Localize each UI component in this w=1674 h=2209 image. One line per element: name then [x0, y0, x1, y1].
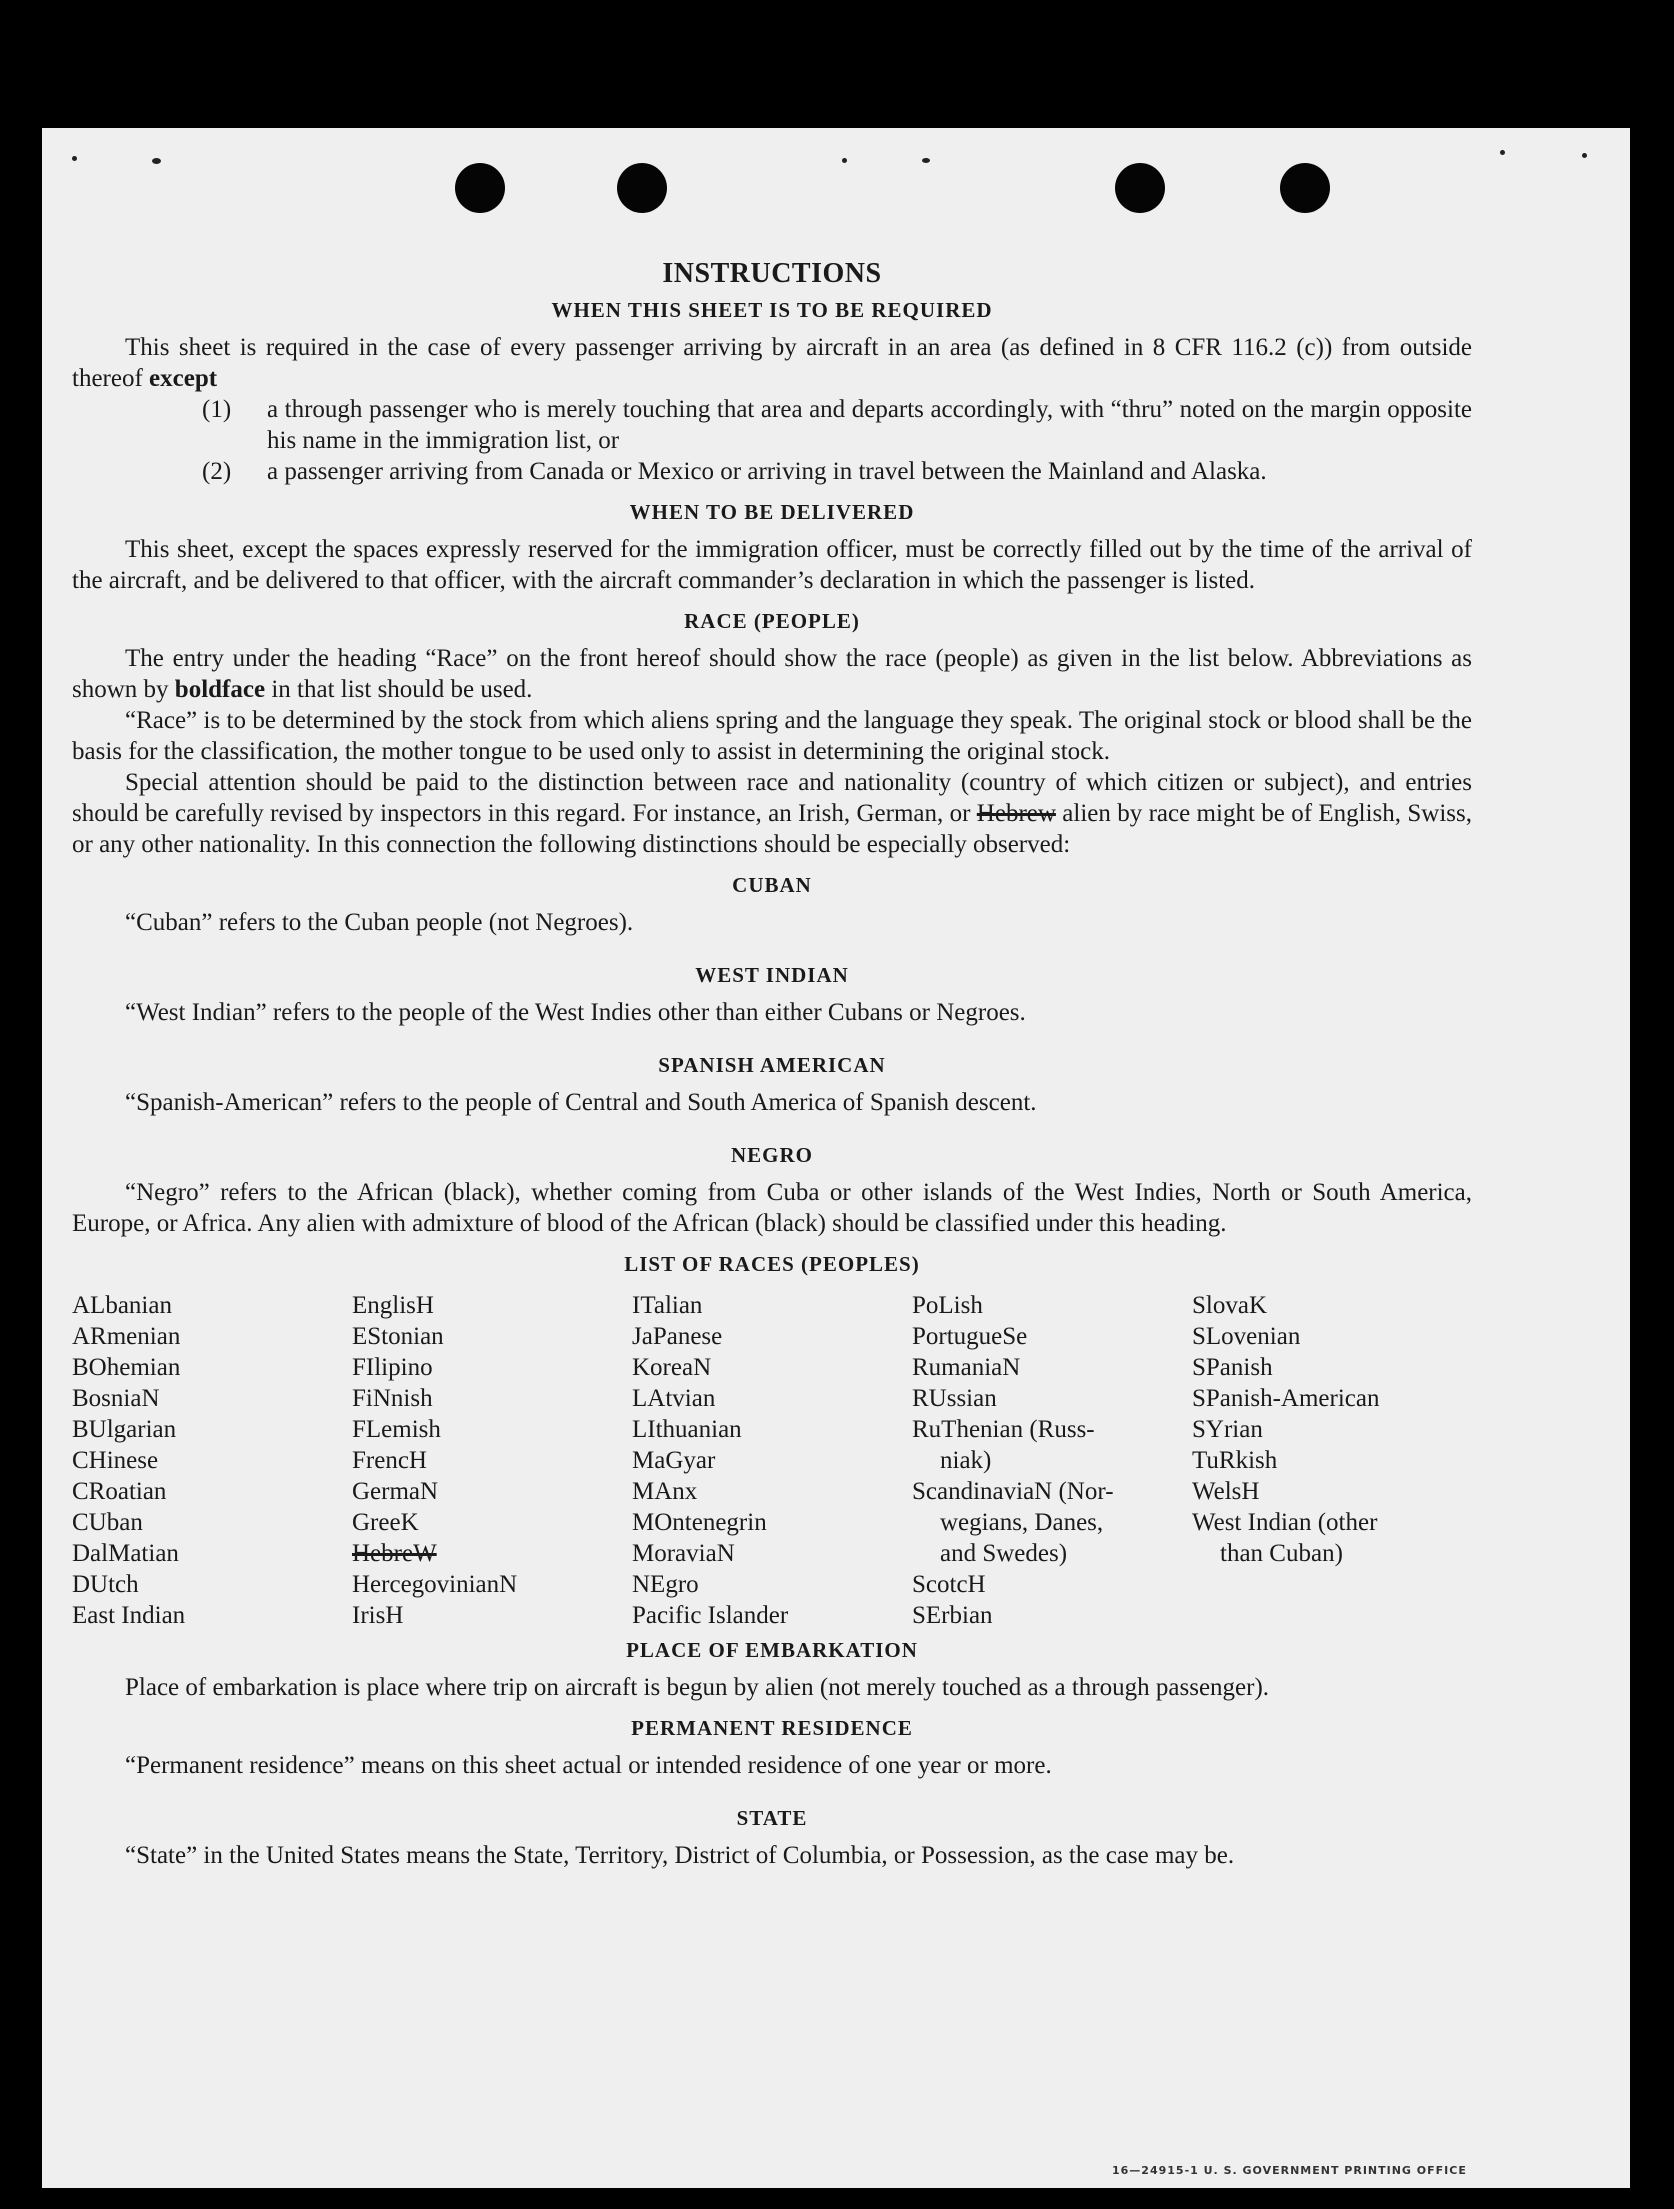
race-item: DUtch	[72, 1571, 139, 1598]
race-item: KoreaN	[632, 1354, 712, 1381]
continuation-text: niak)	[940, 1447, 992, 1474]
race-item: WelsH	[1192, 1478, 1260, 1505]
race-item: SLovenian	[1192, 1323, 1301, 1350]
race-item: SPanish	[1192, 1354, 1273, 1381]
race-item: GreeK	[352, 1509, 419, 1536]
race-item: IrisH	[352, 1602, 404, 1629]
race-item: West Indian (other	[1192, 1509, 1378, 1536]
race-item: FIlipino	[352, 1354, 433, 1381]
paragraph-race-1	[72, 643, 1472, 705]
item-number: (1)	[202, 396, 232, 423]
page-title: INSTRUCTIONS	[662, 258, 882, 289]
race-item: Pacific Islander	[632, 1602, 789, 1629]
struck-word: Hebrew	[976, 800, 1056, 827]
punch-hole-2	[617, 163, 667, 213]
paragraph-when-required	[72, 332, 1472, 394]
race-item: DalMatian	[72, 1540, 179, 1567]
race-item-struck: HebreW	[352, 1540, 437, 1567]
race-item: JaPanese	[632, 1323, 723, 1350]
bold-boldface: boldface	[174, 676, 266, 703]
speck-mark	[1582, 153, 1587, 158]
race-item: ScotcH	[912, 1571, 986, 1598]
race-item: MaGyar	[632, 1447, 716, 1474]
continuation-text: and Swedes)	[940, 1540, 1068, 1567]
section-heading-residence: PERMANENT RESIDENCE	[631, 1716, 913, 1740]
paragraph-embarkation: Place of embarkation is place where trip on aircraft is begun by alien (not merely touched as a through passenger).	[125, 1674, 1270, 1701]
paragraph-state: “State” in the United States means the State, Territory, District of Columbia, or Possession, as the case may be.	[125, 1842, 1235, 1869]
section-heading-spanish-american: SPANISH AMERICAN	[658, 1053, 886, 1077]
paragraph-spanish-american: “Spanish-American” refers to the people of Central and South America of Spanish descent.	[125, 1089, 1037, 1116]
race-item-continuation	[912, 1445, 1192, 1476]
race-column-2	[352, 1290, 632, 1631]
section-heading-list-of-races: LIST OF RACES (PEOPLES)	[624, 1252, 920, 1276]
item-text: a through passenger who is merely touching that area and departs accordingly, with “thru” noted on the margin opposite his name in the immigration list, or	[267, 396, 1472, 454]
paragraph-negro: “Negro” refers to the African (black), whether coming from Cuba or other islands of the West Indies, North or South America, Europe, or Africa. Any alien with admixture of blood of the African (black) should be classified under this heading.	[72, 1179, 1472, 1237]
race-item: BUlgarian	[72, 1416, 177, 1443]
paragraph-when-delivered: This sheet, except the spaces expressly reserved for the immigration officer, must be correctly filled out by the time of the arrival of the aircraft, and be delivered to that officer, with the aircraft commander’s declaration in which the passenger is listed.	[72, 536, 1472, 594]
race-item-continuation	[1192, 1538, 1472, 1569]
race-item: RUssian	[912, 1385, 997, 1412]
race-item: CRoatian	[72, 1478, 167, 1505]
race-item: FrencH	[352, 1447, 427, 1474]
race-item: SYrian	[1192, 1416, 1263, 1443]
race-item: SErbian	[912, 1602, 993, 1629]
paragraph-west-indian: “West Indian” refers to the people of the West Indies other than either Cubans or Negroes.	[125, 999, 1026, 1026]
paragraph-residence: “Permanent residence” means on this sheet actual or intended residence of one year or more.	[125, 1752, 1052, 1779]
text-span: Special attention should be paid to the distinction between race and nationality (country of which citizen or subject), and entries should be carefully revised by inspectors in this regard. For instance, an Irish, German, or	[72, 769, 1472, 827]
section-heading-cuban: CUBAN	[732, 873, 812, 897]
race-item: LAtvian	[632, 1385, 716, 1412]
race-item: FiNnish	[352, 1385, 433, 1412]
section-heading-embarkation: PLACE OF EMBARKATION	[626, 1638, 918, 1662]
race-item: LIthuanian	[632, 1416, 742, 1443]
punch-hole-1	[455, 163, 505, 213]
speck-mark	[1500, 150, 1505, 155]
race-item: RuThenian (Russ-	[912, 1416, 1095, 1443]
race-item: MoraviaN	[632, 1540, 735, 1567]
item-text: a passenger arriving from Canada or Mexico or arriving in travel between the Mainland and Alaska.	[267, 458, 1267, 485]
race-item: CUban	[72, 1509, 143, 1536]
race-item: FLemish	[352, 1416, 441, 1443]
race-column-4	[912, 1290, 1192, 1631]
section-heading-state: STATE	[736, 1806, 808, 1830]
punch-hole-4	[1280, 163, 1330, 213]
race-item: BOhemian	[72, 1354, 181, 1381]
race-item: EStonian	[352, 1323, 444, 1350]
paragraph-race-2: “Race” is to be determined by the stock from which aliens spring and the language they speak. The original stock or blood shall be the basis for the classification, the mother tongue to be used only to assist in determining the original stock.	[72, 707, 1472, 765]
race-item: ARmenian	[72, 1323, 181, 1350]
race-item: ScandinaviaN (Nor-	[912, 1478, 1114, 1505]
race-item: ITalian	[632, 1292, 703, 1319]
instructions-content	[72, 258, 1472, 1871]
race-column-3	[632, 1290, 912, 1631]
race-item: MOntenegrin	[632, 1509, 767, 1536]
section-heading-west-indian: WEST INDIAN	[695, 963, 849, 987]
section-heading-when-required: WHEN THIS SHEET IS TO BE REQUIRED	[551, 298, 993, 322]
race-item: HercegovinianN	[352, 1571, 518, 1598]
race-item: SlovaK	[1192, 1292, 1267, 1319]
race-item: NEgro	[632, 1571, 699, 1598]
paragraph-race-3	[72, 767, 1472, 860]
list-item-1	[72, 394, 1472, 456]
speck-mark	[842, 158, 847, 163]
race-column-5	[1192, 1290, 1472, 1631]
race-item: EnglisH	[352, 1292, 434, 1319]
speck-mark	[922, 158, 930, 163]
section-heading-race: RACE (PEOPLE)	[684, 609, 860, 633]
continuation-text: than Cuban)	[1220, 1540, 1343, 1567]
race-column-1	[72, 1290, 352, 1631]
race-item: PortugueSe	[912, 1323, 1028, 1350]
list-item-2	[72, 456, 1472, 487]
paragraph-cuban: “Cuban” refers to the Cuban people (not Negroes).	[125, 909, 634, 936]
race-item: SPanish-American	[1192, 1385, 1380, 1412]
item-number: (2)	[202, 458, 232, 485]
race-item: RumaniaN	[912, 1354, 1021, 1381]
punch-hole-3	[1115, 163, 1165, 213]
race-item: BosniaN	[72, 1385, 160, 1412]
section-heading-negro: NEGRO	[730, 1143, 813, 1167]
document-page	[42, 128, 1630, 2188]
continuation-text: wegians, Danes,	[940, 1509, 1104, 1536]
race-item: MAnx	[632, 1478, 698, 1505]
race-item: East Indian	[72, 1602, 186, 1629]
text-span: alien by race might be of English, Swiss, or any other nationality. In this connection the following distinctions should be especially observed:	[72, 800, 1472, 858]
speck-mark	[152, 158, 161, 164]
race-item: PoLish	[912, 1292, 983, 1319]
races-list	[72, 1290, 1472, 1631]
race-item: TuRkish	[1192, 1447, 1278, 1474]
speck-mark	[72, 156, 77, 161]
text-span: The entry under the heading “Race” on the front hereof should show the race (people) as given in the list below. Abbreviations as shown by	[72, 645, 1472, 703]
printer-imprint: 16—24915-1 U. S. GOVERNMENT PRINTING OFFICE	[1112, 2164, 1467, 2177]
race-item-continuation	[912, 1538, 1192, 1569]
race-item: GermaN	[352, 1478, 439, 1505]
text-span: in that list should be used.	[271, 676, 533, 703]
section-heading-when-delivered: WHEN TO BE DELIVERED	[629, 500, 915, 524]
race-item: ALbanian	[72, 1292, 172, 1319]
race-item: CHinese	[72, 1447, 159, 1474]
race-item-continuation	[912, 1507, 1192, 1538]
text-span: This sheet is required in the case of every passenger arriving by aircraft in an area (as defined in 8 CFR 116.2 (c)) from outside thereof	[72, 334, 1472, 392]
bold-except: except	[149, 365, 218, 392]
